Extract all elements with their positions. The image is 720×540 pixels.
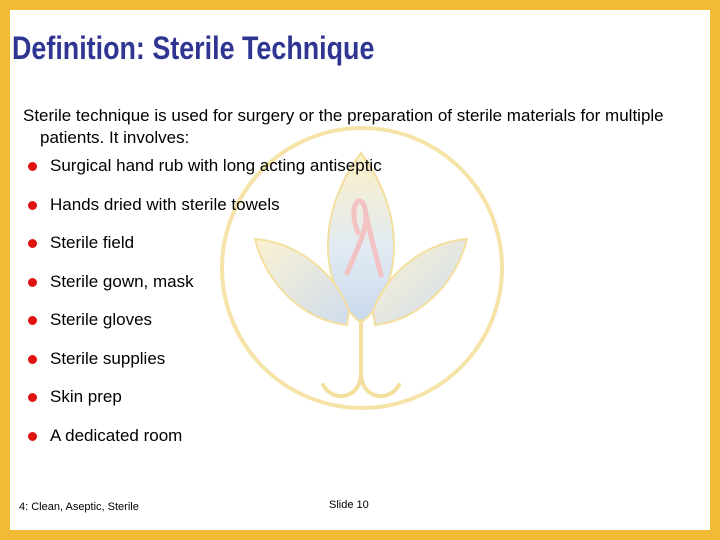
bullet-dot-icon <box>28 162 37 171</box>
slide-number: Slide 10 <box>329 499 369 511</box>
bullet-text: Sterile field <box>50 233 135 252</box>
bullet-dot-icon <box>28 432 37 441</box>
bullet-text: Sterile gown, mask <box>50 271 194 291</box>
bullet-dot-icon <box>28 355 37 364</box>
slide-body <box>23 105 688 463</box>
list-item <box>23 232 688 271</box>
bullet-dot-icon <box>28 316 37 325</box>
list-item <box>23 386 688 425</box>
bullet-text: Sterile gloves <box>50 310 153 329</box>
list-item <box>23 194 688 233</box>
bullet-text: A dedicated room <box>50 425 183 445</box>
list-item <box>23 155 688 194</box>
bullet-list <box>23 155 688 463</box>
bullet-text: Surgical hand rub with long acting antiseptic <box>50 156 382 175</box>
bullet-text: Hands dried with sterile towels <box>50 194 280 214</box>
bullet-dot-icon <box>28 393 37 402</box>
footer-module-label: 4: Clean, Aseptic, Sterile <box>19 501 139 513</box>
list-item <box>23 348 688 387</box>
bullet-dot-icon <box>28 201 37 210</box>
list-item <box>23 425 688 464</box>
intro-paragraph: Sterile technique is used for surgery or the preparation of sterile materials for multiple patients. It involves: <box>23 106 664 147</box>
bullet-dot-icon <box>28 239 37 248</box>
bullet-text: Skin prep <box>50 387 122 406</box>
bullet-dot-icon <box>28 278 37 287</box>
list-item <box>23 309 688 348</box>
bullet-text: Sterile supplies <box>50 348 166 368</box>
list-item <box>23 271 688 310</box>
slide-title: Definition: Sterile Technique <box>12 30 375 66</box>
